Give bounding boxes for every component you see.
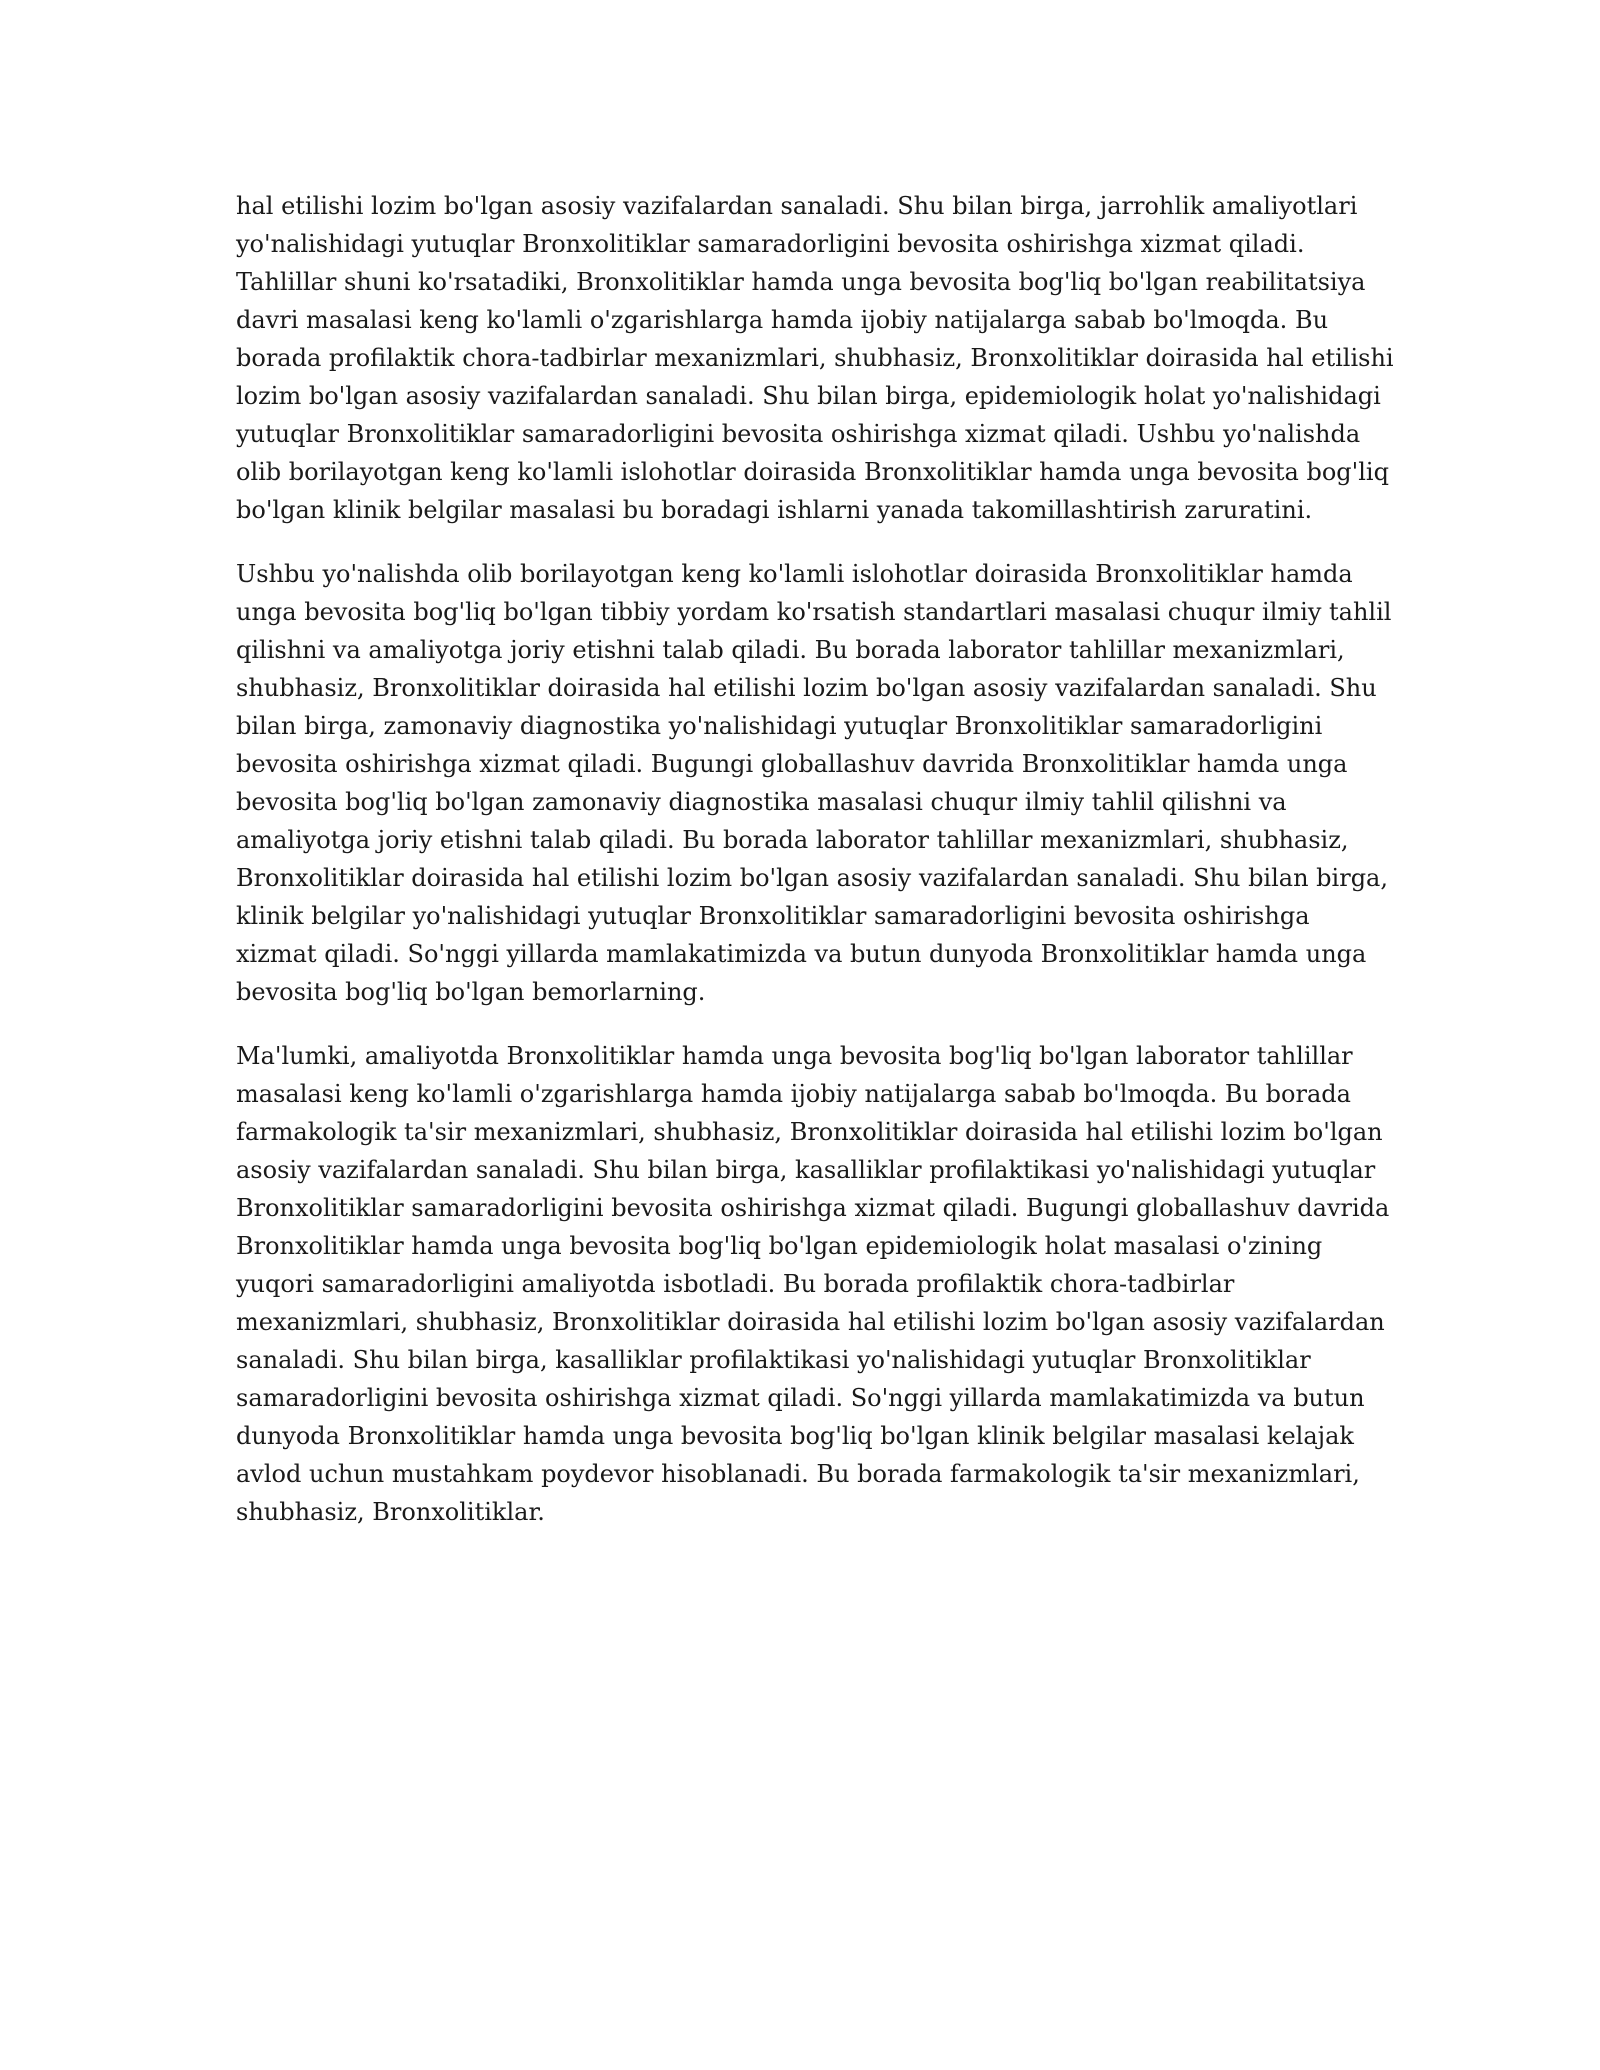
paragraph-2-line: Ushbu yo'nalishda olib borilayotgan keng ko'lamli islohotlar doirasida Bronxolitiklar hamda [236,560,1353,588]
paragraph-3-line: mexanizmlari, shubhasiz, Bronxolitiklar doirasida hal etilishi lozim bo'lgan asosiy vazifalardan [236,1308,1385,1336]
paragraph-3 [236,1037,1390,1531]
paragraph-3-line: Bronxolitiklar samaradorligini bevosita oshirishga xizmat qiladi. Bugungi globallashuv davrida [236,1194,1390,1222]
paragraph-1-line: olib borilayotgan keng ko'lamli islohotlar doirasida Bronxolitiklar hamda unga bevosita bog'liq [236,458,1389,486]
paragraph-2-line: bilan birga, zamonaviy diagnostika yo'nalishidagi yutuqlar Bronxolitiklar samaradorligini [236,712,1323,740]
paragraph-2-line: klinik belgilar yo'nalishidagi yutuqlar Bronxolitiklar samaradorligini bevosita oshirishga [236,902,1310,930]
paragraph-3-line: sanaladi. Shu bilan birga, kasalliklar profilaktikasi yo'nalishidagi yutuqlar Bronxolitiklar [236,1346,1311,1374]
paragraph-1-line: borada profilaktik chora-tadbirlar mexanizmlari, shubhasiz, Bronxolitiklar doirasida hal etilishi [236,344,1394,372]
paragraph-1-line: yutuqlar Bronxolitiklar samaradorligini bevosita oshirishga xizmat qiladi. Ushbu yo'nalishda [236,420,1361,448]
paragraph-2-line: unga bevosita bog'liq bo'lgan tibbiy yordam ko'rsatish standartlari masalasi chuqur ilmiy tahlil [236,598,1392,626]
paragraph-1-line: yo'nalishidagi yutuqlar Bronxolitiklar samaradorligini bevosita oshirishga xizmat qiladi. [236,230,1305,258]
paragraph-3-line: shubhasiz, Bronxolitiklar. [236,1498,545,1526]
paragraph-3-line: Ma'lumki, amaliyotda Bronxolitiklar hamda unga bevosita bog'liq bo'lgan laborator tahlillar [236,1042,1353,1070]
paragraph-1-line: lozim bo'lgan asosiy vazifalardan sanaladi. Shu bilan birga, epidemiologik holat yo'nalishidagi [236,382,1381,410]
paragraph-2-line: bevosita oshirishga xizmat qiladi. Bugungi globallashuv davrida Bronxolitiklar hamda unga [236,750,1348,778]
paragraph-1-line: hal etilishi lozim bo'lgan asosiy vazifalardan sanaladi. Shu bilan birga, jarrohlik amaliyotlari [236,192,1358,220]
paragraph-2-line: amaliyotga joriy etishni talab qiladi. Bu borada laborator tahlillar mexanizmlari, shubhasiz, [236,826,1349,854]
paragraph-3-line: dunyoda Bronxolitiklar hamda unga bevosita bog'liq bo'lgan klinik belgilar masalasi kelajak [236,1422,1354,1450]
paragraph-3-line: asosiy vazifalardan sanaladi. Shu bilan birga, kasalliklar profilaktikasi yo'nalishidagi yutuqlar [236,1156,1376,1184]
paragraph-3-line: farmakologik ta'sir mexanizmlari, shubhasiz, Bronxolitiklar doirasida hal etilishi lozim bo'lgan [236,1118,1383,1146]
paragraph-3-line: masalasi keng ko'lamli o'zgarishlarga hamda ijobiy natijalarga sabab bo'lmoqda. Bu borada [236,1080,1351,1108]
paragraph-1 [236,187,1394,529]
paragraph-2-line: bevosita bog'liq bo'lgan zamonaviy diagnostika masalasi chuqur ilmiy tahlil qilishni va [236,788,1287,816]
document-body [236,187,1394,1557]
paragraph-3-line: Bronxolitiklar hamda unga bevosita bog'liq bo'lgan epidemiologik holat masalasi o'zining [236,1232,1323,1260]
paragraph-3-line: avlod uchun mustahkam poydevor hisoblanadi. Bu borada farmakologik ta'sir mexanizmlari, [236,1460,1360,1488]
paragraph-3-line: samaradorligini bevosita oshirishga xizmat qiladi. So'nggi yillarda mamlakatimizda va butun [236,1384,1365,1412]
paragraph-2-line: shubhasiz, Bronxolitiklar doirasida hal etilishi lozim bo'lgan asosiy vazifalardan sanaladi. Shu [236,674,1377,702]
paragraph-3-line: yuqori samaradorligini amaliyotda isbotladi. Bu borada profilaktik chora-tadbirlar [236,1270,1235,1298]
paragraph-2-line: bevosita bog'liq bo'lgan bemorlarning. [236,978,706,1006]
paragraph-2-line: qilishni va amaliyotga joriy etishni talab qiladi. Bu borada laborator tahlillar mexanizmlari, [236,636,1345,664]
paragraph-1-line: bo'lgan klinik belgilar masalasi bu boradagi ishlarni yanada takomillashtirish zaruratini. [236,496,1313,524]
paragraph-2-line: Bronxolitiklar doirasida hal etilishi lozim bo'lgan asosiy vazifalardan sanaladi. Shu bilan birga, [236,864,1388,892]
paragraph-2 [236,555,1392,1011]
paragraph-1-line: davri masalasi keng ko'lamli o'zgarishlarga hamda ijobiy natijalarga sabab bo'lmoqda. Bu [236,306,1329,334]
paragraph-1-line: Tahlillar shuni ko'rsatadiki, Bronxolitiklar hamda unga bevosita bog'liq bo'lgan reabilitatsiya [236,268,1366,296]
paragraph-2-line: xizmat qiladi. So'nggi yillarda mamlakatimizda va butun dunyoda Bronxolitiklar hamda unga [236,940,1367,968]
